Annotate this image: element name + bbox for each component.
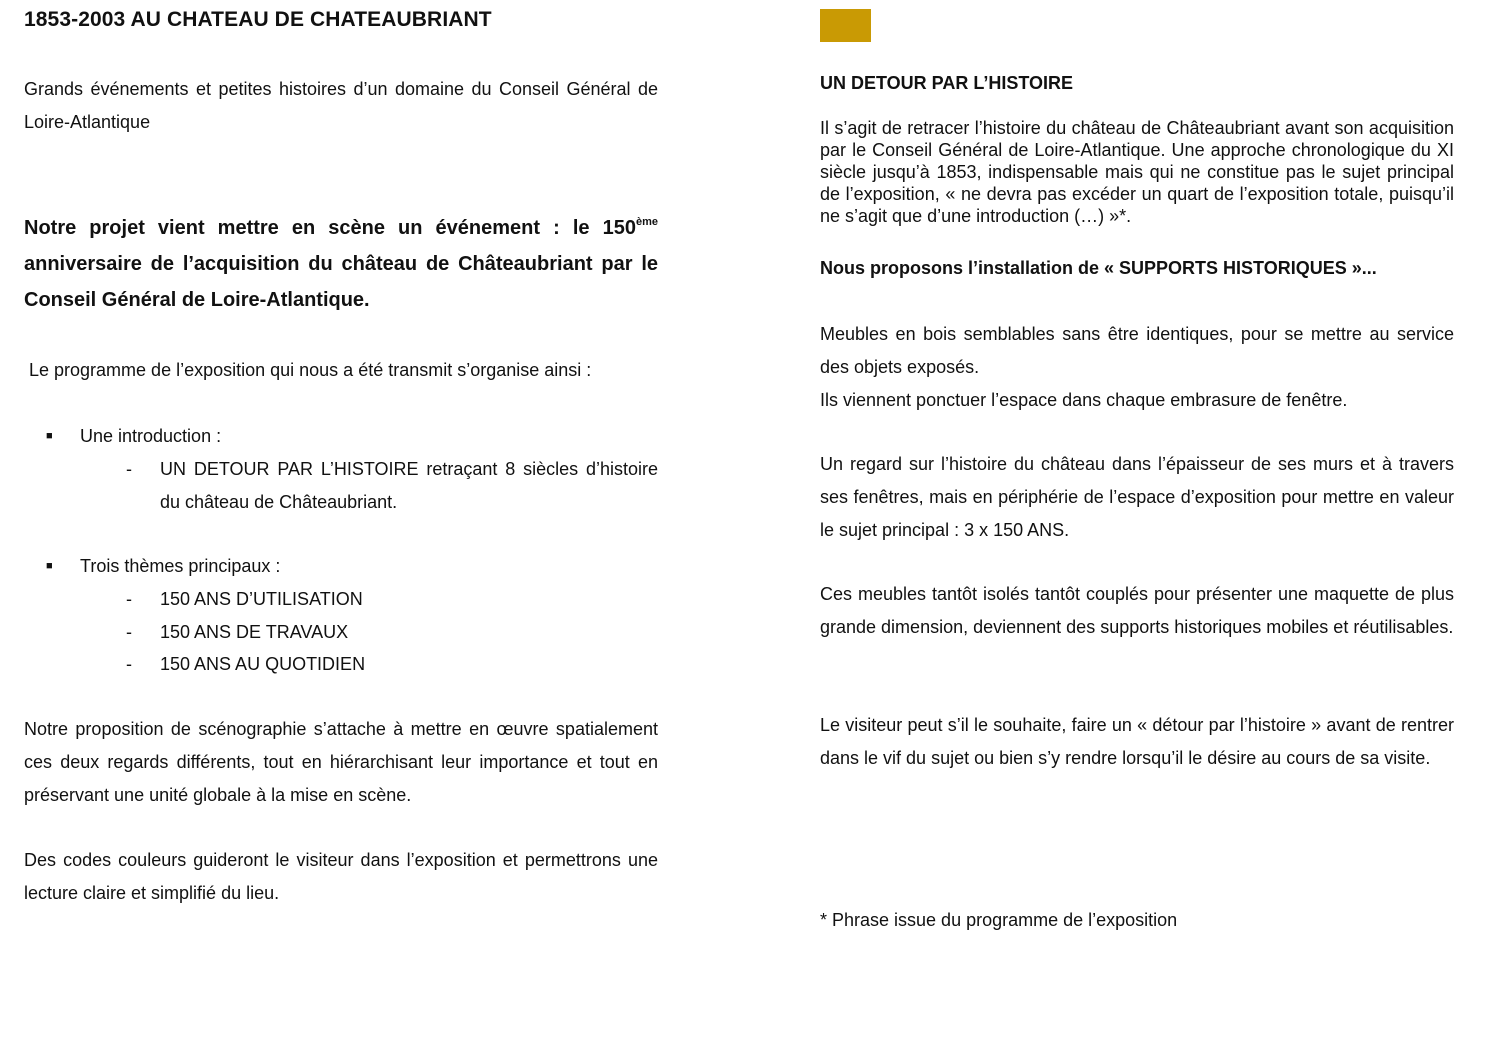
square-bullet-icon: ■ [46,430,53,442]
lead-part2: anniversaire de l’acquisition du château de Châteaubriant par le Conseil Général de Loire-Atlantique. [24,253,658,311]
furniture-paragraph [820,318,1454,417]
scenography-paragraph: Notre proposition de scénographie s’attache à mettre en œuvre spatialement ces deux regards différents, tout en hiérarchisant leur importance et tout en préservant une unité globale à la mise en scène. [24,719,658,805]
regard-paragraph: Un regard sur l’histoire du château dans l’épaisseur de ses murs et à travers ses fenêtres, mais en périphérie de l’espace d’exposition pour mettre en valeur le sujet principal : 3 x 150 ANS. [820,454,1454,540]
dash-bullet-icon: - [126,589,132,609]
visitor-paragraph: Le visiteur peut s’il le souhaite, faire un « détour par l’histoire » avant de rentrer dans le vif du sujet ou bien s’y rendre lorsqu’il le désire au cours de sa visite. [820,715,1454,768]
furniture-line-2: Ils viennent ponctuer l’espace dans chaque embrasure de fenêtre. [820,390,1348,410]
lead-superscript: ème [635,216,658,228]
color-codes-paragraph: Des codes couleurs guideront le visiteur dans l’exposition et permettrons une lecture claire et simplifié du lieu. [24,850,658,903]
page-title: 1853-2003 AU CHATEAU DE CHATEAUBRIANT [24,8,492,31]
square-bullet-icon: ■ [46,560,53,572]
lead-part1: Notre projet vient mettre en scène un événement : le 150 [24,217,636,239]
accent-color-swatch [820,9,871,42]
bullet-label: Trois thèmes principaux : [80,556,281,576]
history-intro: Il s’agit de retracer l’histoire du château de Châteaubriant avant son acquisition par le Conseil Général de Loire-Atlantique. Une approche chronologique du XI siècle jusqu’à 1853, indispensable mais qui ne constitue pas le sujet principal de l’exposition, « ne devra pas excéder un quart de l’exposition totale, puisqu’il ne s’agit que d’une introduction (…) »*. [820,118,1454,226]
proposal-statement: Nous proposons l’installation de « SUPPORTS HISTORIQUES »... [820,258,1377,278]
bullet-label: Une introduction : [80,426,222,446]
furniture-line-1: Meubles en bois semblables sans être identiques, pour se mettre au service des objets exposés. [820,324,1454,377]
sub-item-text: 150 ANS D’UTILISATION [160,589,363,609]
sub-item-text: 150 ANS AU QUOTIDIEN [160,654,366,674]
dash-bullet-icon: - [126,622,132,642]
footnote: * Phrase issue du programme de l’exposition [820,910,1178,930]
dash-bullet-icon: - [126,654,132,674]
sub-item-text: UN DETOUR PAR L’HISTOIRE retraçant 8 siècles d’histoire du château de Châteaubriant. [160,459,658,512]
mobile-supports-paragraph: Ces meubles tantôt isolés tantôt couplés pour présenter une maquette de plus grande dimension, deviennent des supports historiques mobiles et réutilisables. [820,584,1454,637]
section-heading: UN DETOUR PAR L’HISTOIRE [820,73,1074,93]
subtitle: Grands événements et petites histoires d’un domaine du Conseil Général de Loire-Atlantique [24,79,658,132]
programme-intro: Le programme de l’exposition qui nous a été transmit s’organise ainsi : [29,360,592,380]
dash-bullet-icon: - [126,459,132,479]
sub-item-text: 150 ANS DE TRAVAUX [160,622,349,642]
lead-paragraph [24,210,658,318]
